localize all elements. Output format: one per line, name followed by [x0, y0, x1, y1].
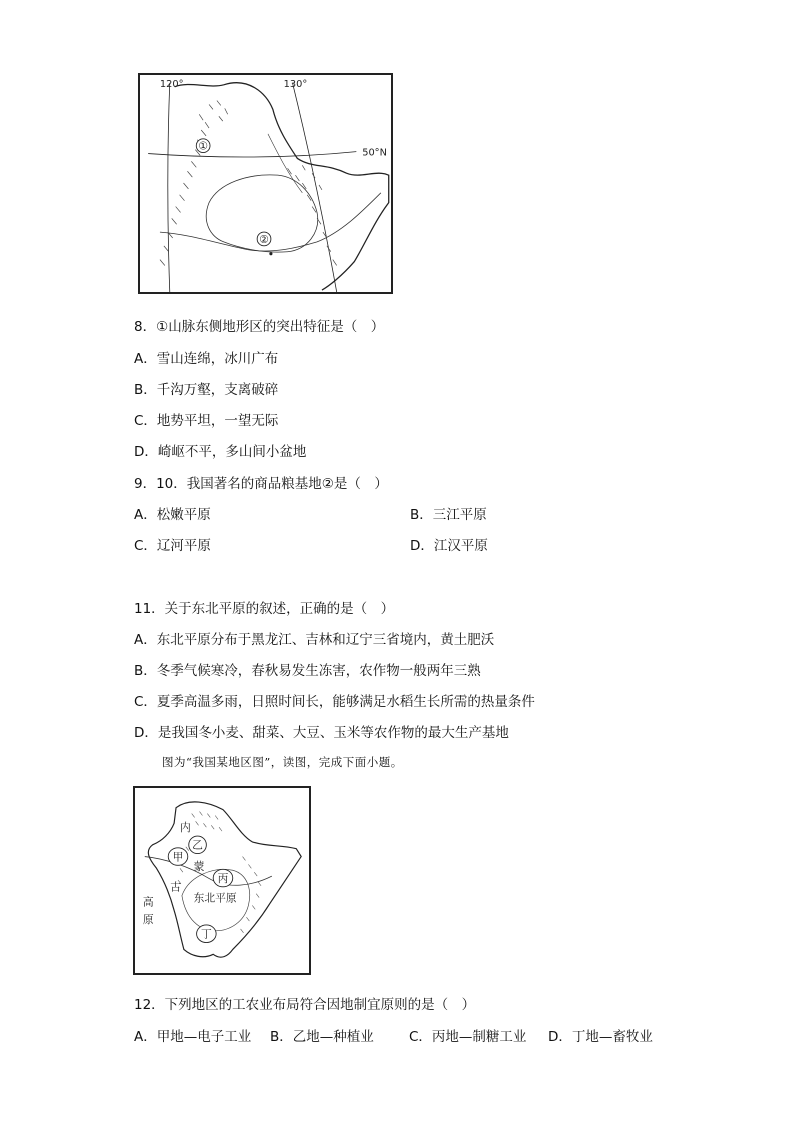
- label-gu: 古: [170, 880, 181, 894]
- map-2-marker-ding: 丁: [200, 927, 212, 941]
- q12-option-a[interactable]: A．甲地—电子工业: [134, 1029, 252, 1045]
- q9-option-b[interactable]: B．三江平原: [410, 507, 487, 523]
- q9-option-c[interactable]: C．辽河平原: [134, 538, 211, 554]
- q9-option-a[interactable]: A．松嫩平原: [134, 507, 211, 523]
- border-outline: [175, 83, 389, 290]
- lon-130-label: 130°: [283, 78, 308, 90]
- q11-option-b[interactable]: B．冬季气候寒冷，春秋易发生冻害，农作物一般两年三熟: [134, 663, 481, 679]
- lon-120-label: 120°: [159, 78, 184, 90]
- q12-option-d[interactable]: D．丁地—畜牧业: [548, 1029, 653, 1045]
- lon-line-130: [293, 83, 337, 292]
- map-2-drawing: [135, 788, 309, 973]
- label-meng: 蒙: [193, 860, 205, 874]
- map-1-marker-2: ②: [259, 232, 269, 246]
- map-1-marker-1: ①: [198, 139, 208, 153]
- label-gao: 高: [142, 895, 154, 909]
- lat-50-label: 50°N: [362, 147, 387, 159]
- q8-option-b[interactable]: B．千沟万壑，支离破碎: [134, 382, 279, 398]
- map-2-intro: 图为“我国某地区图”，读图，完成下面小题。: [162, 755, 403, 769]
- q8-option-a[interactable]: A．雪山连绵，冰川广布: [134, 351, 279, 367]
- map-2-marker-bing: 丙: [217, 871, 229, 885]
- label-yuan: 原: [142, 913, 154, 927]
- q12-option-b[interactable]: B．乙地—种植业: [270, 1029, 374, 1045]
- q8-option-d[interactable]: D．崎岖不平，多山间小盆地: [134, 444, 307, 460]
- q9-option-d[interactable]: D．江汉平原: [410, 538, 488, 554]
- map-1-drawing: [140, 75, 391, 292]
- q8-option-c[interactable]: C．地势平坦，一望无际: [134, 413, 279, 429]
- lat-line-50: [148, 152, 356, 157]
- q11-option-c[interactable]: C．夏季高温多雨，日照时间长，能够满足水稻生长所需的热量条件: [134, 694, 535, 710]
- map-northeast-1: [138, 73, 393, 294]
- q9-stem: 9．10．我国著名的商品粮基地②是（ ）: [134, 476, 388, 492]
- map-2-marker-jia: 甲: [172, 850, 184, 864]
- river-line: [268, 134, 302, 193]
- label-nei: 内: [179, 821, 191, 835]
- q11-stem: 11．关于东北平原的叙述，正确的是（ ）: [134, 601, 395, 617]
- map-northeast-2: [133, 786, 311, 975]
- map-2-marker-yi: 乙: [192, 838, 203, 852]
- q11-option-a[interactable]: A．东北平原分布于黑龙江、吉林和辽宁三省境内，黄土肥沃: [134, 632, 495, 648]
- label-plain: 东北平原: [193, 891, 237, 905]
- lon-line-120: [168, 83, 170, 292]
- mountain-range-west: [160, 101, 228, 266]
- q12-option-c[interactable]: C．丙地—制糖工业: [409, 1029, 527, 1045]
- q12-stem: 12．下列地区的工农业布局符合因地制宜原则的是（ ）: [134, 997, 476, 1013]
- q11-option-d[interactable]: D．是我国冬小麦、甜菜、大豆、玉米等农作物的最大生产基地: [134, 725, 509, 741]
- city-dot: [269, 252, 272, 255]
- q8-stem: 8．①山脉东侧地形区的突出特征是（ ）: [134, 319, 385, 335]
